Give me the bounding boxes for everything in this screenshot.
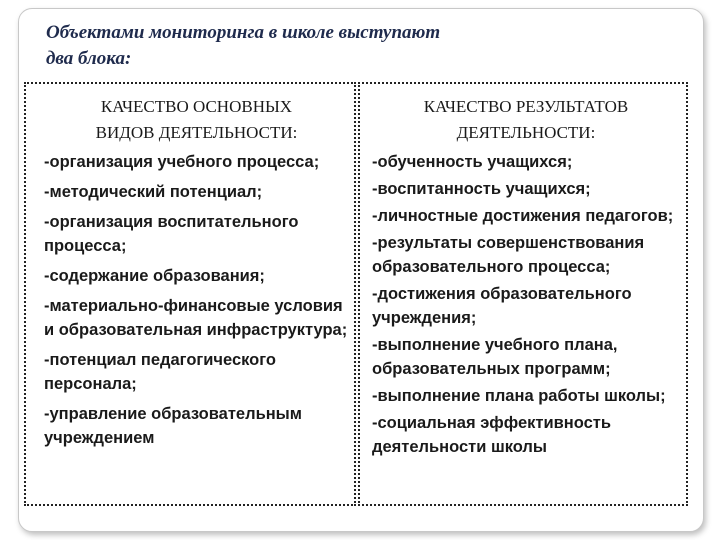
- title-line-1: Объектами мониторинга в школе выступают: [46, 22, 441, 43]
- left-item-organization: -организация учебного процесса;: [44, 153, 320, 171]
- right-item-learning: -обученность учащихся;: [372, 153, 573, 171]
- left-item-content: -содержание образования;: [44, 267, 265, 285]
- left-block: [44, 94, 349, 456]
- right-item-process-results: -результаты совершенствования образовательного процесса;: [372, 234, 645, 276]
- left-item-infrastructure: -материально-финансовые условия и образовательная инфраструктура;: [44, 297, 348, 339]
- right-item-institution-achievements: -достижения образовательного учреждения;: [372, 285, 632, 327]
- left-heading-line-1: КАЧЕСТВО ОСНОВНЫХ: [100, 97, 293, 116]
- left-item-upbringing: -организация воспитательного процесса;: [44, 213, 299, 255]
- right-heading-line-2: ДЕЯТЕЛЬНОСТИ:: [456, 123, 596, 142]
- title-line-2: два блока:: [46, 48, 132, 69]
- left-heading-line-2: ВИДОВ ДЕЯТЕЛЬНОСТИ:: [95, 123, 298, 142]
- right-item-teacher-achievements: -личностные достижения педагогов;: [372, 207, 674, 225]
- left-item-methodical: -методический потенциал;: [44, 183, 263, 201]
- right-item-work-plan: -выполнение плана работы школы;: [372, 387, 666, 405]
- right-block: [372, 94, 680, 462]
- right-heading-line-1: КАЧЕСТВО РЕЗУЛЬТАТОВ: [423, 97, 629, 116]
- right-item-social-efficiency: -социальная эффективность деятельности школы: [372, 414, 611, 456]
- right-item-upbringing: -воспитанность учащихся;: [372, 180, 591, 198]
- right-block-heading: [372, 94, 680, 146]
- right-item-curriculum: -выполнение учебного плана, образовательных программ;: [372, 336, 618, 378]
- slide-title: [46, 20, 566, 72]
- left-item-management: -управление образовательным учреждением: [44, 405, 302, 447]
- left-item-staff: -потенциал педагогического персонала;: [44, 351, 276, 393]
- left-block-heading: [44, 94, 349, 146]
